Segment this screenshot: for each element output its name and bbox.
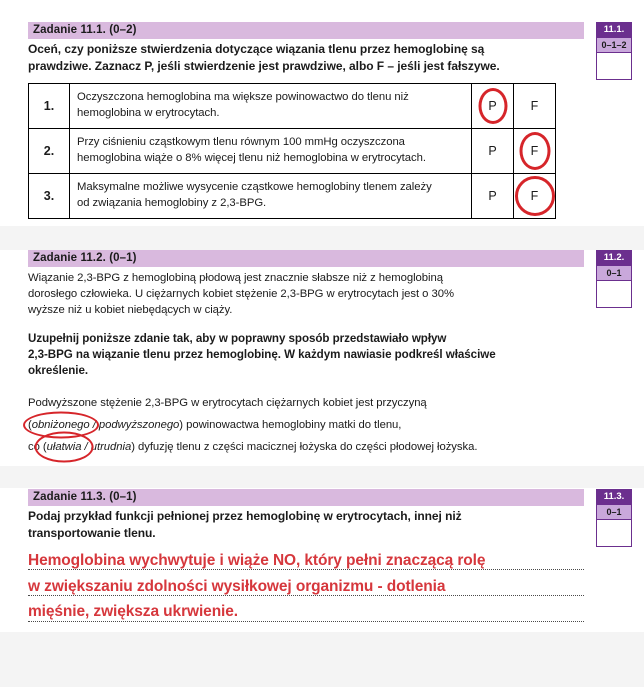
option-false-cell[interactable] (514, 84, 556, 129)
task-11-1-instruction-line-2: prawdziwe. Zaznacz P, jeśli stwierdzenie jest prawdziwe, albo F – jeśli jest fałszywe. (28, 58, 500, 73)
option-true-label: P (488, 99, 497, 113)
task-11-2-passage (28, 267, 584, 318)
task-11-2-instruction-line-2: 2,3-BPG na wiązanie tlenu przez hemoglobinę. W każdym nawiasie podkreśl właściwe (28, 348, 496, 361)
task-11-2-instruction-line-3: określenie. (28, 364, 89, 377)
paren-close: ) (131, 441, 135, 453)
row-statement (70, 174, 472, 219)
paren-open: ( (42, 441, 47, 453)
score-box-id: 11.1. (597, 23, 631, 37)
option-true-label: P (488, 144, 497, 158)
answer-sentence-tail: dyfuzję tlenu z części macicznej łożyska do części płodowej łożyska. (134, 441, 478, 453)
row-number: 2. (29, 129, 70, 174)
handwritten-answer-line-1: Hemoglobina wychwytuje i wiąże NO, który pełni znaczącą rolę (28, 552, 486, 569)
alternate-choice-utrudnia[interactable]: utrudnia (90, 441, 132, 453)
task-11-3-header: Zadanie 11.3. (0–1) (28, 489, 584, 506)
score-box-id: 11.2. (597, 251, 631, 265)
handwritten-answer-line-3: mięśnie, zwiększa ukrwienie. (28, 603, 238, 620)
selected-choice-ulatwia[interactable]: ułatwia (47, 436, 82, 458)
option-false-label: F (530, 144, 539, 158)
row-statement (70, 129, 472, 174)
answer-sentence-lead: co (28, 441, 43, 453)
task-11-3-instruction-line-2: transportowanie tlenu. (28, 525, 156, 540)
section-separator-band (0, 226, 644, 250)
task-11-2-section (28, 250, 584, 458)
task-11-2-passage-line-3: wyższe niż u kobiet niebędących w ciąży. (28, 304, 233, 316)
option-true-cell[interactable] (472, 174, 514, 219)
paren-close: ) (179, 419, 184, 431)
paragraph-spacer (28, 379, 584, 392)
selected-choice-obnizonego[interactable]: obniżonego (32, 414, 90, 436)
task-11-1-instruction-line-1: Oceń, czy poniższe stwierdzenia dotyczące wiązania tlenu przez hemoglobinę są (28, 42, 485, 56)
row-number: 1. (29, 84, 70, 129)
table-row (29, 84, 556, 129)
option-true-cell[interactable] (472, 129, 514, 174)
alternate-choice-podwyzszonego[interactable]: podwyższonego (98, 419, 180, 431)
task-11-1-instruction (28, 39, 584, 74)
answer-sentence-line-3 (28, 436, 584, 458)
section-separator-band (0, 466, 644, 488)
task-11-3-section (28, 489, 584, 541)
score-box-range: 0–1–2 (597, 37, 631, 53)
task-11-1-section (28, 22, 584, 219)
row-statement-line-1: Oczyszczona hemoglobina ma większe powinowactwo do tlenu niż (77, 91, 409, 103)
table-row (29, 174, 556, 219)
choice-separator: / (89, 419, 99, 431)
score-box-range: 0–1 (597, 504, 631, 520)
score-box-entry-area[interactable] (597, 281, 631, 307)
row-statement-line-1: Przy ciśnieniu cząstkowym tlenu równym 100 mmHg oczyszczona (77, 136, 405, 148)
handwritten-answer (28, 548, 584, 625)
true-false-table (28, 83, 556, 219)
task-11-2-answer-sentence (28, 392, 584, 458)
choice-separator: / (81, 441, 91, 453)
score-box-entry-area[interactable] (597, 520, 631, 546)
task-11-2-instruction (28, 331, 584, 379)
task-11-3-instruction-line-1: Podaj przykład funkcji pełnionej przez hemoglobinę w erytrocytach, innej niż (28, 509, 462, 523)
answer-sentence-line-1: Podwyższone stężenie 2,3-BPG w erytrocytach ciężarnych kobiet jest przyczyną (28, 397, 427, 409)
task-11-2-passage-line-2: dorosłego człowieka. U ciężarnych kobiet stężenie 2,3-BPG w erytrocytach jest o 30% (28, 288, 454, 300)
page-bottom-band (0, 632, 644, 687)
row-statement (70, 84, 472, 129)
handwritten-answer-line-2: w zwiększaniu zdolności wysiłkowej organizmu - dotlenia (28, 577, 446, 595)
option-true-cell[interactable] (472, 84, 514, 129)
score-box-id: 11.3. (597, 490, 631, 504)
row-statement-line-2: od związania hemoglobiny z 2,3-BPG. (77, 196, 267, 209)
score-box-entry-area[interactable] (597, 53, 631, 79)
answer-sentence-tail: powinowactwa hemoglobiny matki do tlenu, (183, 419, 402, 431)
option-false-cell[interactable] (514, 129, 556, 174)
paren-open: ( (28, 419, 32, 431)
row-statement-line-1: Maksymalne możliwe wysycenie cząstkowe hemoglobiny tlenem zależy (77, 181, 432, 193)
option-false-label: F (530, 99, 539, 113)
score-box-11-2[interactable] (596, 250, 632, 308)
task-11-3-instruction (28, 506, 584, 541)
score-box-11-1[interactable] (596, 22, 632, 80)
score-box-11-3[interactable] (596, 489, 632, 547)
task-11-1-header: Zadanie 11.1. (0–2) (28, 22, 584, 39)
task-11-2-instruction-line-1: Uzupełnij poniższe zdanie tak, aby w poprawny sposób przedstawiało wpływ (28, 332, 447, 345)
row-statement-line-2: hemoglobina w erytrocytach. (77, 106, 220, 119)
paragraph-spacer (28, 318, 584, 331)
task-11-2-header: Zadanie 11.2. (0–1) (28, 250, 584, 267)
answer-sentence-line-2 (28, 414, 584, 436)
row-number: 3. (29, 174, 70, 219)
table-row (29, 129, 556, 174)
score-box-range: 0–1 (597, 265, 631, 281)
option-false-cell[interactable] (514, 174, 556, 219)
task-11-2-passage-line-1: Wiązanie 2,3-BPG z hemoglobiną płodową jest znacznie słabsze niż z hemoglobiną (28, 272, 443, 284)
option-false-label: F (530, 189, 539, 203)
row-statement-line-2: hemoglobina wiąże o 8% więcej tlenu niż hemoglobina w erytrocytach. (77, 151, 426, 164)
option-true-label: P (488, 189, 497, 203)
